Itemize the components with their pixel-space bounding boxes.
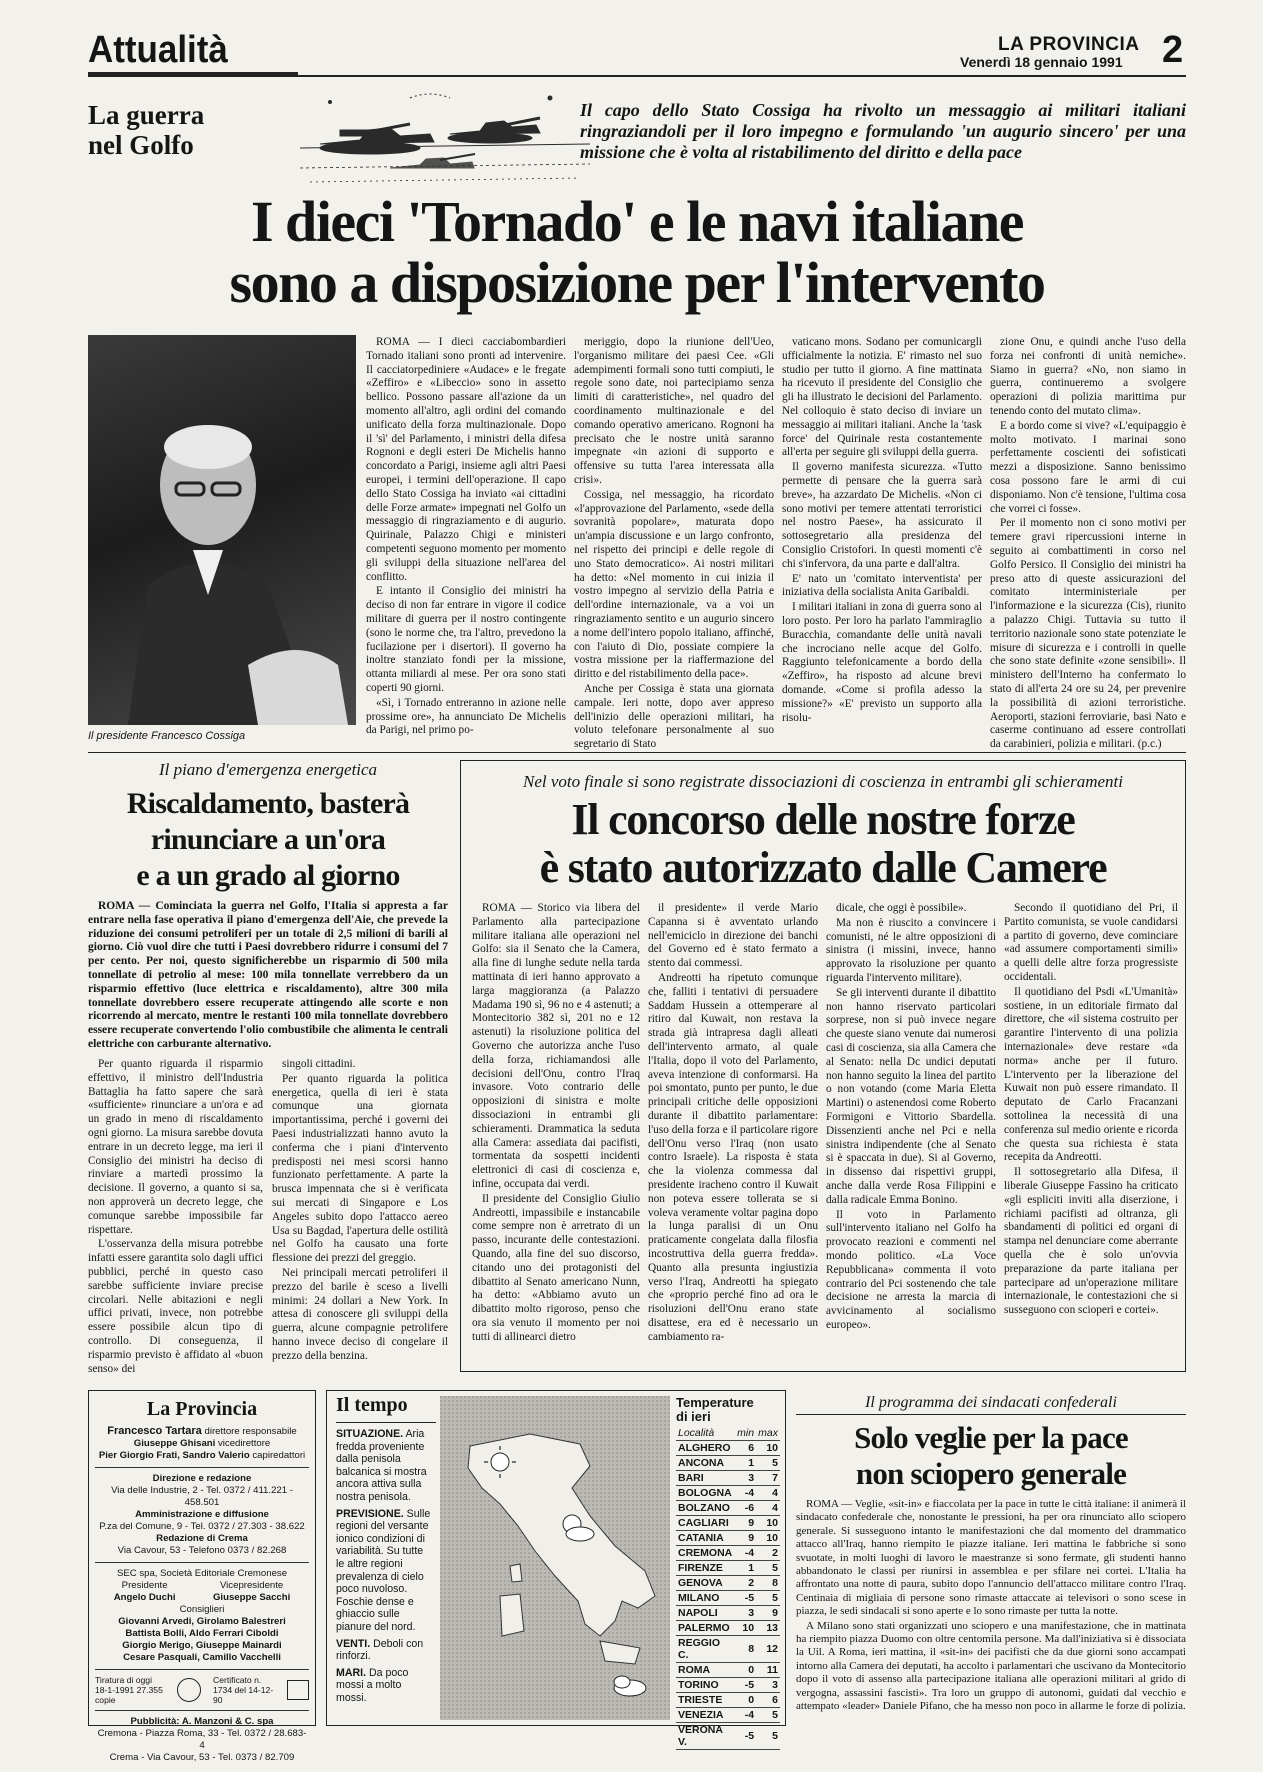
vote-headline-line2: è stato autorizzato dalle Camere bbox=[539, 843, 1107, 892]
temps-cell-city: TRIESTE bbox=[676, 1693, 734, 1708]
temps-row bbox=[676, 1576, 780, 1591]
temps-cell-city: CAGLIARI bbox=[676, 1516, 734, 1531]
weather-seas bbox=[336, 1667, 434, 1705]
masthead-presidents bbox=[95, 1580, 309, 1604]
lead-col-1-text bbox=[366, 336, 566, 738]
situation-text: Aria fredda proveniente dalla penisola balcanica si mostra ancora attiva sulla nostra penisola. bbox=[336, 1428, 427, 1503]
paragraph: ROMA — Veglie, «sit-in» e fiaccolata per la pace in tutte le città italiane: il animerà il sindacato confederale che, nonostante le pressioni, ha per ora rinunciato allo sciopero generale. Si susseguono intanto le manifestazioni che dal momento del drammatico attacco all'Iraq, hanno riempito le piazze italiane. Ieri mattina le fabbriche si sono svuotate, in molti luoghi di lavoro le maestranze si sono fermate, gli studenti hanno abbandonato le classi per riunirsi in assemblea e per sfilare nei cortei. L'Italia ha affrontato una notte di paura, subito dopo l'annuncio dell'attacco militare contro l'Iraq. Centinaia di migliaia di persone sono rimaste attaccate ai televisori o sono scese in piazza, le sedi sindacali si sono aperte e lo sono rimaste per tutta la notte. bbox=[796, 1498, 1186, 1618]
temps-row bbox=[676, 1621, 780, 1636]
paragraph: Il quotidiano del Psdi «L'Umanità» sostiene, in un editoriale firmato dal direttore, che «il sistema costruito per garantire l'intervento di una polizia internazionale» deve restare «da norma» anche per il futuro. L'intervento per la liberazione del Kuwait non può essere rimandato. Il deputato de Carlo Fracanzani sottolinea la necessità di una conferenza sul medio oriente e ricorda che questa sua richiesta è stata recepita da Andreotti. bbox=[1004, 985, 1178, 1164]
seas-text: Da poco mossi a molto mossi. bbox=[336, 1666, 409, 1704]
certificate-seal bbox=[177, 1678, 201, 1702]
temps-cell-max: 13 bbox=[756, 1621, 780, 1636]
temps-cell-min: 1 bbox=[734, 1456, 756, 1471]
energy-lead-text bbox=[88, 900, 448, 1052]
forecast-text: Sulle regioni del versante ionico condizioni di variabilità. Su tutte le altre regioni prevalenza di cielo poco nuvoloso. Foschie dense e ghiaccio sulle pianure del nord. bbox=[336, 1507, 431, 1633]
section-title-text: Attualità bbox=[88, 29, 228, 71]
president-role: Presidente bbox=[121, 1580, 168, 1591]
col-locality: Località bbox=[676, 1426, 734, 1441]
vote-headline-line1: Il concorso delle nostre forze bbox=[571, 795, 1075, 844]
temps-cell-min: 3 bbox=[734, 1471, 756, 1486]
board-line-3: Cesare Pasquali, Camillo Vacchelli bbox=[123, 1652, 281, 1663]
ads-agency: Pubblicità: A. Manzoni & C. spa bbox=[130, 1716, 274, 1727]
lead-col-2-text bbox=[574, 336, 774, 752]
board-line-0: Giovanni Arvedi, Girolamo Balestreri bbox=[118, 1616, 286, 1627]
italy-weather-map bbox=[440, 1396, 670, 1720]
lead-headline-line1: I dieci 'Tornado' e le navi italiane bbox=[250, 189, 1024, 254]
temps-cell-city: ROMA bbox=[676, 1663, 734, 1678]
masthead-title: La Provincia bbox=[146, 1398, 258, 1420]
temps-cell-max: 10 bbox=[756, 1441, 780, 1456]
lead-col-4 bbox=[990, 336, 1186, 751]
ads-line-1: Cremona - Piazza Roma, 33 - Tel. 0372 / 28.683-4 bbox=[97, 1728, 307, 1751]
temps-row bbox=[676, 1486, 780, 1501]
paragraph: Andreotti ha ripetuto comunque che, falliti i tentativi di persuadere Saddam Hussein a ottemperare al ritiro dal Kuwait, non restava la strada già intrapresa dagli alleati dell'intervento armato, al quale l'Italia, dopo il voto del Parlamento, aveva intenzione di conformarsi. Ha poi smontato, punto per punto, le due principali critiche delle opposizioni durante il dibattito parlamentare: l'uso della forza e il particolare rigore dell'Onu verso l'Iraq (non usato contro Israele). La risposta è stata che la violenza commessa dal presidente iracheno contro il Kuwait non poteva essere tollerata se si voleva veramente voltar pagina dopo la lunga paralisi di un Onu praticamente congelata dalla filosfia incostruttiva della guerra fredda». Quanto alla presunta ingiustizia verso l'Iraq, Andreotti ha spiegato che «proprio perché fino ad ora le risoluzioni dell'Onu erano state disattese, era ed è necessario un cambiamento ra- bbox=[648, 971, 818, 1343]
temps-cell-max: 4 bbox=[756, 1501, 780, 1516]
paragraph: ROMA — I dieci cacciabombardieri Tornado italiani sono pronti ad intervenire. Il cacciatorpediniere «Audace» e le fregate «Zeffiro» e «Libeccio» sono in assetto bellico. Possono passare all'azione da un momento all'altro, agli ordini del comando unificato della forza multinazionale. Dopo il 'sì' del Parlamento, i ministri della difesa Rognoni e degli esteri De Michelis hanno concordato a Parigi, insieme agli altri Paesi europei, i termini dell'operazione. Il capo dello Stato Cossiga ha inviato «ai cittadini delle Forze armate» impegnati nel Golfo un messaggio di ringraziamento e di augurio. Quirinale, Palazzo Chigi e ministeri competenti seguono momento per momento gli sviluppi della situazione nell'area del conflitto. bbox=[366, 336, 566, 583]
header-rule bbox=[88, 75, 1186, 77]
temps-cell-min: 8 bbox=[734, 1636, 756, 1663]
paragraph: L'osservanza della misura potrebbe infatti essere garantita solo dagli uffici pubblici, perché in questo caso sarebbe sufficiente inviare precise circolari. Nelle abitazioni e negli uffici privati, invece, non potrebbe essere possibile alcun tipo di controllo. Di conseguenza, il risparmio previsto è affidato al «buon senso» dei bbox=[88, 1238, 263, 1375]
fieg-logo bbox=[287, 1680, 309, 1700]
topic-kicker bbox=[88, 100, 238, 160]
paragraph: ROMA — Cominciata la guerra nel Golfo, l'Italia si appresta a far entrare nella fase operativa il piano d'emergenza dell'Aie, che prevede la riduzione dei consumi petroliferi per un totale di 2,5 milioni di barili al giorno. Ciò vuol dire che tutti i Paesi dovrebbero ridurre i consumi del 7 per cento. Per noi, questo significherebbe un risparmio di 500 mila tonnellate di petrolio al mese: 100 mila tonnellate verrebbero da un risparmio effettivo (luce elettrica e riscaldamento), altre 300 mila tonnellate dovrebbero essere recuperate attingendo alle scorte e non ricorrendo al mercato, mentre le restanti 100 mila tonnellate dovrebbero essere recuperate convertendo l'olio combustibile che alimenta le centrali elettriche con carburante alternativo. bbox=[88, 900, 448, 1050]
winds-text: Deboli con rinforzi. bbox=[336, 1637, 424, 1663]
temps-cell-city: VENEZIA bbox=[676, 1708, 734, 1723]
masthead-line-5: Via Cavour, 53 - Telefono 0373 / 82.268 bbox=[117, 1545, 287, 1556]
temps-cell-max: 11 bbox=[756, 1663, 780, 1678]
temps-row bbox=[676, 1516, 780, 1531]
vice-role: vicedirettore bbox=[217, 1438, 271, 1449]
paragraph: zione Onu, e quindi anche l'uso della forza nei confronti di unità nemiche». Siamo in guerra? «No, non siamo in guerra, continueremo a svolgere operazioni di polizia marittima pur tenendo conto del mutato clima». bbox=[990, 336, 1186, 417]
vote-col-2-text bbox=[648, 902, 818, 1345]
unions-body bbox=[796, 1498, 1186, 1728]
ads-line-2: Crema - Via Cavour, 53 - Tel. 0373 / 82.709 bbox=[109, 1752, 295, 1763]
paragraph: E' nato un 'comitato interventista' per iniziativa della socialista Anita Garibaldi. bbox=[782, 572, 982, 599]
temps-cell-min: -4 bbox=[734, 1546, 756, 1561]
paragraph: I militari italiani in zona di guerra sono al loro posto. Per loro ha parlato l'ammiraglio Buracchia, comandante delle unità navali che incrociano nelle acque del Golfo. Raggiunto telefonicamente a bordo della «Zeffiro», ha risposto ad alcune brevi domande. «Come si profila adesso la missione?» «E' previsto un supporto alla risolu- bbox=[782, 601, 982, 724]
temps-cell-min: 6 bbox=[734, 1441, 756, 1456]
energy-col-1 bbox=[88, 1058, 263, 1375]
board-role: Consiglieri bbox=[179, 1604, 225, 1615]
temps-cell-city: FIRENZE bbox=[676, 1561, 734, 1576]
masthead-divider-4 bbox=[95, 1710, 309, 1711]
weather-situation bbox=[336, 1428, 434, 1504]
paragraph: Il sottosegretario alla Difesa, il liberale Giuseppe Fassino ha criticato «gli espliciti inviti alla diserzione, i richiami pacifisti ad oltranza, gli sbandamenti di politici ed organi di stampa nel denunciare come aberrante quella che è solo un'ovvia preparazione da parte italiana per partecipare ad un'operazione militare internazionale, le contestazioni che si susseguono con scioperi e cortei». bbox=[1004, 1166, 1178, 1317]
temps-cell-city: NAPOLI bbox=[676, 1606, 734, 1621]
photo-caption: Il presidente Francesco Cossiga bbox=[88, 730, 246, 742]
masthead-certs bbox=[95, 1675, 309, 1705]
topic-kicker-line2: nel Golfo bbox=[88, 130, 194, 160]
lead-col-3 bbox=[782, 336, 982, 746]
issue-date: Venerdì 18 gennaio 1991 bbox=[960, 54, 1123, 70]
section-title bbox=[88, 30, 298, 78]
paragraph: Per quanto riguarda il risparmio effettivo, il ministro dell'Industria Battaglia ha fatto sapere che sarà «sufficiente» rinunciare a un'ora e ad un grado in meno di riscaldamento ogni giorno. La misura sarebbe dovuta entrare in un decreto legge, ma ieri il Consiglio dei ministri ha deciso di rinviare a martedì prossimo la decisione. Il governo, a quanto si sa, non approverà un decreto legge, che comunque sarebbe impossibile far rispettare. bbox=[88, 1058, 263, 1236]
paragraph: Nei principali mercati petroliferi il prezzo del barile è sceso a livelli minimi: 24 dollari a New York. In attesa di conoscere gli sviluppi della guerra, alcune compagnie petrolifere hanno invece deciso di congelare il prezzo della benzina. bbox=[272, 1266, 448, 1362]
temps-row bbox=[676, 1708, 780, 1723]
temps-row bbox=[676, 1456, 780, 1471]
temps-cell-max: 5 bbox=[756, 1708, 780, 1723]
temps-cell-city: ALGHERO bbox=[676, 1441, 734, 1456]
unions-kicker: Il programma dei sindacati confederali bbox=[865, 1394, 1117, 1411]
vicepresident-name: Giuseppe Sacchi bbox=[212, 1592, 291, 1603]
weather-winds bbox=[336, 1638, 434, 1663]
masthead-director bbox=[95, 1425, 309, 1438]
masthead-divider-1 bbox=[95, 1467, 309, 1468]
energy-col-2-text bbox=[272, 1058, 448, 1364]
temps-cell-min: 3 bbox=[734, 1606, 756, 1621]
temps-cell-min: -5 bbox=[734, 1591, 756, 1606]
paragraph: ROMA — Storico via libera del Parlamento alla partecipazione militare italiana alle operazioni nel Golfo: sia il Senato che la Camera, alla fine di lunghe sedute nella tarda mattinata di ieri hanno approvato a larga maggioranza (a Palazzo Madama 190 sì, 96 no e 4 astenuti; a Montecitorio 382 sì, 201 no e 12 astenuti) la risoluzione politica del Governo che autorizza anche l'uso della forza, richiamandosi alle decisioni dell'Onu, contro l'Iraq invasore. Voto contrario delle opposizioni di sinistra e molte dissociazioni in entrambi gli schieramenti. Drammatica la seduta alla Camera: assediata dai pacifisti, tormentata da sospetti incidenti elettronici di casi di coscienza e, infine, occupata dai verdi. bbox=[472, 902, 640, 1190]
temps-row bbox=[676, 1678, 780, 1693]
lead-headline-line2: sono a disposizione per l'intervento bbox=[229, 250, 1045, 315]
temps-cell-min: 0 bbox=[734, 1693, 756, 1708]
paragraph: vaticano mons. Sodano per comunicargli ufficialmente la notizia. E' rimasto nel suo studio per tutto il giorno. A fine mattinata ha ricevuto il presidente del Consiglio che gli ha illustrato le decisioni del Parlamento. Nel colloquio è stato deciso di inviare un messaggio ai militari italiani. Anche la 'task force' del Quirinale resta costantemente all'erta per seguire gli sviluppi della guerra. bbox=[782, 336, 982, 459]
vice-name: Giuseppe Ghisani bbox=[133, 1438, 216, 1449]
weather-title-rule bbox=[336, 1422, 436, 1423]
seas-label: MARI. bbox=[336, 1666, 367, 1679]
temps-cell-city: BOLOGNA bbox=[676, 1486, 734, 1501]
unions-body-text bbox=[796, 1498, 1186, 1714]
lead-col-3-text bbox=[782, 336, 982, 725]
vote-col-2 bbox=[648, 902, 818, 1364]
masthead-divider-2 bbox=[95, 1562, 309, 1563]
energy-headline-line2: rinunciare a un'ora bbox=[150, 823, 386, 856]
temperatures-panel bbox=[676, 1396, 780, 1750]
lead-bottom-rule bbox=[88, 752, 1186, 753]
situation-label: SITUAZIONE. bbox=[336, 1428, 404, 1440]
col-min: min bbox=[734, 1426, 756, 1441]
paragraph: singoli cittadini. bbox=[282, 1058, 356, 1070]
temps-row bbox=[676, 1561, 780, 1576]
energy-headline bbox=[88, 786, 448, 894]
paper-name: LA PROVINCIA bbox=[998, 34, 1140, 55]
temps-cell-city: REGGIO C. bbox=[676, 1636, 734, 1663]
temps-cell-max: 2 bbox=[756, 1546, 780, 1561]
temps-cell-max: 5 bbox=[756, 1561, 780, 1576]
masthead-line-3: P.za del Comune, 9 - Tel. 0372 / 27.303 - 38.622 bbox=[99, 1521, 305, 1532]
vote-col-4-text bbox=[1004, 902, 1178, 1318]
board-line-2: Giorgio Merigo, Giuseppe Mainardi bbox=[122, 1640, 282, 1651]
print-run: Tiratura di oggi 18-1-1991 27.355 copie bbox=[95, 1675, 163, 1705]
temps-row bbox=[676, 1606, 780, 1621]
paragraph: E intanto il Consiglio dei ministri ha deciso di non far entrare in vigore il codice militare di guerra per il nostro contingente (sono le norme che, tra l'altro, prevedono la fucilazione per i disertori). Il governo ha inoltre stanziato fondi per la missione, ottanta miliardi al mese. Per ora sono stati coperti 90 giorni. bbox=[366, 585, 566, 694]
temps-cell-max: 5 bbox=[756, 1456, 780, 1471]
temps-cell-max: 7 bbox=[756, 1471, 780, 1486]
temps-row bbox=[676, 1723, 780, 1750]
temps-cell-min: 0 bbox=[734, 1663, 756, 1678]
temps-row bbox=[676, 1663, 780, 1678]
temps-cell-max: 12 bbox=[756, 1636, 780, 1663]
temps-row bbox=[676, 1546, 780, 1561]
weather-forecast bbox=[336, 1428, 434, 1704]
temps-row bbox=[676, 1441, 780, 1456]
certificate-text: Certificato n. 1734 del 14-12-90 bbox=[213, 1675, 274, 1705]
paragraph: E a bordo come si vive? «L'equipaggio è molto motivato. I marinai sono perfettamente coscienti dei sofisticati mezzi a disposizione. Sanno benissimo cosa possono fare le armi di cui disponiamo. Non c'è tensione, l'ultima cosa che vorrei ci fosse». bbox=[990, 419, 1186, 515]
masthead-divider-3 bbox=[95, 1669, 309, 1670]
temps-cell-max: 9 bbox=[756, 1606, 780, 1621]
temps-cell-city: PALERMO bbox=[676, 1621, 734, 1636]
temps-cell-min: 9 bbox=[734, 1516, 756, 1531]
paragraph: Il governo manifesta sicurezza. «Tutto permette di pensare che la guerra sarà breve», ha azzardato De Michelis. «Non ci sono motivi per temere attentati terroristici nel nostro Paese», ha assicurato il sottosegretario alla presidenza del Consiglio Cristofori. In questi momenti c'è chi s'infervora, da una parte e dall'altra. bbox=[782, 461, 982, 570]
temps-cell-city: CREMONA bbox=[678, 1547, 733, 1559]
energy-headline-line3: e a un grado al giorno bbox=[136, 859, 400, 892]
vote-kicker: Nel voto finale si sono registrate dissociazioni di coscienza in entrambi gli schieramenti bbox=[523, 772, 1123, 791]
masthead-line-2: Amministrazione e diffusione bbox=[135, 1509, 269, 1520]
board-line-1: Battista Bolli, Aldo Ferrari Ciboldi bbox=[125, 1628, 279, 1639]
paragraph: Per il momento non ci sono motivi per temere gravi ripercussioni interne in seguito ai combattimenti in corso nel Golfo Persico. Il Consiglio dei ministri ha preso atto di queste assicurazioni del comitato interministeriale per l'informazione e la sicurezza (Cis), riunito a palazzo Chigi. Tuttavia su tutto il territorio nazionale sono state potenziate le misure di sicurezza e i controlli in quelle che sono state definite «zone sensibili». Il ministero dell'Interno ha confermato lo stato di all'erta 24 ore su 24, per prevenire la possibilità di azioni terroristiche. Aeroporti, stazioni ferroviarie, basi Nato e caserme continuano ad essere controllati da carabinieri, polizia e militari. (p.c.) bbox=[990, 517, 1186, 751]
temps-cell-city: GENOVA bbox=[676, 1576, 734, 1591]
weather-forecast-block bbox=[336, 1508, 434, 1634]
unions-kicker-rule bbox=[796, 1414, 1186, 1415]
temps-title-line1: Temperature bbox=[676, 1395, 754, 1410]
temps-cell-max: 8 bbox=[756, 1576, 780, 1591]
energy-headline-line1: Riscaldamento, basterà bbox=[126, 787, 410, 820]
temps-cell-city: MILANO bbox=[676, 1591, 734, 1606]
temps-cell-min: 10 bbox=[734, 1621, 756, 1636]
temps-cell-max: 6 bbox=[756, 1693, 780, 1708]
paragraph: Il voto in Parlamento sull'intervento italiano nel Golfo ha provocato reazioni e commenti nel mondo politico. «La Voce Repubblicana» commenta il voto contrario del Pci sostenendo che tale decisione ne arresta la marcia di avvicinamento al socialismo europeo». bbox=[826, 1208, 996, 1331]
paragraph: A Milano sono stati organizzati uno sciopero e una manifestazione, che in mattinata ha riempito piazza Duomo con oltre centomila persone. Ma dall'iniziativa si è dissociata la Uil. A Roma, ieri mattina, il «sit-in» dei pacifisti che da due giorni sono accampati intorno alla Camera dei deputati, ha accolto i parlamentari che uscivano da Montecitorio dopo il voto di assenso alla partecipazione italiana alle operazioni militari al grido di vergogna, assassini fascisti». Tra loro un gruppo di autonomi, guidati dal vecchio e attempato «leader» Daniele Pifano, che ha messo non poco in allarme le forze di polizia. bbox=[796, 1619, 1186, 1713]
director-name: Francesco Tartara bbox=[107, 1425, 202, 1437]
masthead-vice bbox=[95, 1438, 309, 1450]
energy-kicker: Il piano d'emergenza energetica bbox=[158, 760, 378, 779]
unions-headline-line1: Solo veglie per la pace bbox=[854, 1420, 1128, 1455]
lead-col-1 bbox=[366, 336, 566, 746]
paragraph: «Sì, i Tornado entreranno in azione nelle prossime ore», ha annunciato De Michelis da Parigi, nel primo po- bbox=[366, 696, 566, 737]
temps-cell-min: 1 bbox=[734, 1561, 756, 1576]
temps-row bbox=[676, 1531, 780, 1546]
temps-cell-max: 10 bbox=[756, 1516, 780, 1531]
weather-title: Il tempo bbox=[336, 1394, 408, 1416]
masthead-line-1: Via delle Industrie, 2 - Tel. 0372 / 411.221 - 458.501 bbox=[111, 1485, 293, 1508]
chiefs-names: Pier Giorgio Frati, Sandro Valerio bbox=[98, 1450, 250, 1461]
page-number: 2 bbox=[1162, 29, 1184, 71]
vote-col-1-text bbox=[472, 902, 640, 1345]
temps-cell-max: 5 bbox=[756, 1591, 780, 1606]
vote-headline bbox=[470, 796, 1176, 892]
temps-header-row bbox=[676, 1426, 780, 1441]
president-name: Angelo Duchi bbox=[113, 1592, 176, 1603]
paragraph: Anche per Cossiga è stata una giornata campale. Ieri notte, dopo aver appreso dell'inizio delle operazioni militari, ha voluto telefonare personalmente al suo segretario di Stato bbox=[574, 682, 774, 751]
masthead-line-4: Redazione di Crema bbox=[156, 1533, 248, 1544]
vote-col-1 bbox=[472, 902, 640, 1364]
temps-title-line2: di ieri bbox=[676, 1409, 711, 1424]
paragraph: il presidente» il verde Mario Capanna si è avventato urlando nell'emiciclo in direzione dei banchi del Governo ed è stato fermato a stento dai commessi. bbox=[648, 902, 818, 970]
lead-col-4-text bbox=[990, 336, 1186, 752]
masthead-box bbox=[88, 1390, 316, 1763]
temps-cell-city: BARI bbox=[676, 1471, 734, 1486]
temps-row bbox=[676, 1636, 780, 1663]
masthead-line-0: Direzione e redazione bbox=[152, 1473, 252, 1484]
paragraph: Il presidente del Consiglio Giulio Andreotti, impassibile e instancabile come sempre non è arretrato di un passo, incurante delle contestazioni. Quando, alla fine del suo discorso, citando uno dei protagonisti del dibattito al Senato americano Nunn, ha detto: «Abbiamo avuto un dibattito molto rigoroso, penso che ora sia venuto il momento per noi tutti di allinearci dietro bbox=[472, 1192, 640, 1343]
temps-cell-city: BOLZANO bbox=[676, 1501, 734, 1516]
vicepresident-role: Vicepresidente bbox=[219, 1580, 284, 1591]
vote-col-3-text bbox=[826, 902, 996, 1333]
temps-cell-min: -4 bbox=[734, 1708, 756, 1723]
temps-cell-min: -5 bbox=[734, 1723, 756, 1750]
temps-row bbox=[676, 1471, 780, 1486]
cossiga-photo bbox=[88, 335, 356, 725]
temps-cell-city: CATANIA bbox=[676, 1531, 734, 1546]
summary-text: Il capo dello Stato Cossiga ha rivolto un messaggio ai militari italiani ringraziandoli per il loro impegno e formulando 'un augurio sincero' per una missione che è volta al ristabilimento del diritto e della pace bbox=[580, 100, 1186, 162]
temps-row bbox=[676, 1591, 780, 1606]
paragraph: Secondo il quotidiano del Pri, il Partito comunista, se vuole candidarsi a partito di governo, deve cominciare «ad assumere comportamenti simili» a quelli delle altre forza progressiste occidentali. bbox=[1004, 902, 1178, 983]
masthead-publisher: SEC spa, Società Editoriale Cremonese bbox=[116, 1568, 288, 1579]
temps-cell-max: 4 bbox=[756, 1486, 780, 1501]
temps-cell-min: -6 bbox=[734, 1501, 756, 1516]
tanks-illustration bbox=[300, 78, 590, 190]
forecast-label: PREVISIONE. bbox=[336, 1507, 404, 1520]
vote-col-3 bbox=[826, 902, 996, 1364]
temps-cell-max: 3 bbox=[756, 1678, 780, 1693]
temps-row bbox=[676, 1693, 780, 1708]
chiefs-role: capiredattori bbox=[252, 1450, 306, 1461]
winds-label: VENTI. bbox=[336, 1637, 371, 1650]
masthead-chiefs bbox=[95, 1450, 309, 1462]
paragraph: Per quanto riguarda la politica energetica, quella di ieri è stata comunque una giornata importantissima, perché i governi dei Paesi industrializzati hanno avuto la conferma che i piani d'intervento predisposti nei mesi scorsi hanno funzionato perfettamente. A parte la brusca impennata che si è verificata sui mercati di Singapore e Los Angeles subito dopo l'attacco aereo Usa su Bagdad, l'apertura delle ostilità nel Golfo ha causato una forte flessione dei prezzi del greggio. bbox=[272, 1072, 448, 1265]
paragraph: Ma non è riuscito a convincere i comunisti, né le altre opposizioni di sinistra (i missini, invece, hanno approvato la risoluzione per quanto riguarda l'intervento militare). bbox=[826, 916, 996, 984]
energy-col-2 bbox=[272, 1058, 448, 1362]
temps-cell-min: -5 bbox=[734, 1678, 756, 1693]
unions-headline bbox=[796, 1420, 1186, 1492]
temps-cell-city: VERONA V. bbox=[676, 1723, 734, 1750]
temperatures-table bbox=[676, 1426, 780, 1750]
temps-cell-city: ANCONA bbox=[676, 1456, 734, 1471]
paragraph: Cossiga, nel messaggio, ha ricordato «l'approvazione del Parlamento, «sede della sovranità popolare», maturata dopo un'ampia discussione e un largo confronto, nel rispetto dei principi e delle regole di uno Stato democratico». Ai nostri militari ha detto: «Nel momento in cui inizia il vostro impegno al servizio della Patria e dell'ordine internazionale, va a voi un ringraziamento sentito e un augurio sincero a nome dell'intero popolo italiano, affinché, con l'aiuto di Dio, possiate compiere la vostra missione per la riaffermazione del diritto e del ristabilimento della pace». bbox=[574, 488, 774, 681]
col-max: max bbox=[756, 1426, 780, 1441]
temps-row bbox=[676, 1501, 780, 1516]
temps-cell-max: 10 bbox=[756, 1531, 780, 1546]
unions-headline-line2: non sciopero generale bbox=[855, 1456, 1127, 1491]
temps-cell-city: TORINO bbox=[676, 1678, 734, 1693]
paragraph: Se gli interventi durante il dibattito non hanno riservato particolari sorprese, non si può invece negare che queste siano venute dai numerosi casi di coscienza, sia alla Camera che al Senato: nella Dc undici deputati non hanno seguito la linea del partito o non votando (come Maria Eletta Martini) o astenendosi come Roberto Formigoni e Vittorio Sbardella. Dissenzienti anche nel Pci e nella sinistra indipendente (che al Senato si è spaccata in due). Si al Governo, in dissenso dai rispettivi gruppi, anche dalla verde Rosa Filippini e dalla radicale Emma Bonino. bbox=[826, 986, 996, 1206]
temps-cell-min: -4 bbox=[734, 1486, 756, 1501]
paragraph: dicale, che oggi è possibile». bbox=[836, 902, 967, 914]
energy-lead bbox=[88, 900, 448, 1050]
paragraph: meriggio, dopo la riunione dell'Ueo, l'organismo militare dei paesi Cee. «Gli adempimenti formali sono tutti compiuti, le regole sono date, noi partecipiamo senza limiti di caratteristiche», nel quadro del coordinamento multinazionale e del comando operativo americano. Rognoni ha precisato che le nostre unità saranno impegnate «in azioni di supporto e offensive su tutta l'area interessata alla crisi». bbox=[574, 336, 774, 486]
energy-col-1-text bbox=[88, 1058, 263, 1376]
temps-cell-min: 9 bbox=[734, 1531, 756, 1546]
lead-headline bbox=[88, 189, 1186, 315]
director-role: direttore responsabile bbox=[204, 1426, 297, 1437]
temps-cell-min: 2 bbox=[734, 1576, 756, 1591]
temps-cell-max: 5 bbox=[756, 1723, 780, 1750]
vote-col-4 bbox=[1004, 902, 1178, 1364]
topic-kicker-line1: La guerra bbox=[88, 100, 205, 130]
lead-col-2 bbox=[574, 336, 774, 751]
